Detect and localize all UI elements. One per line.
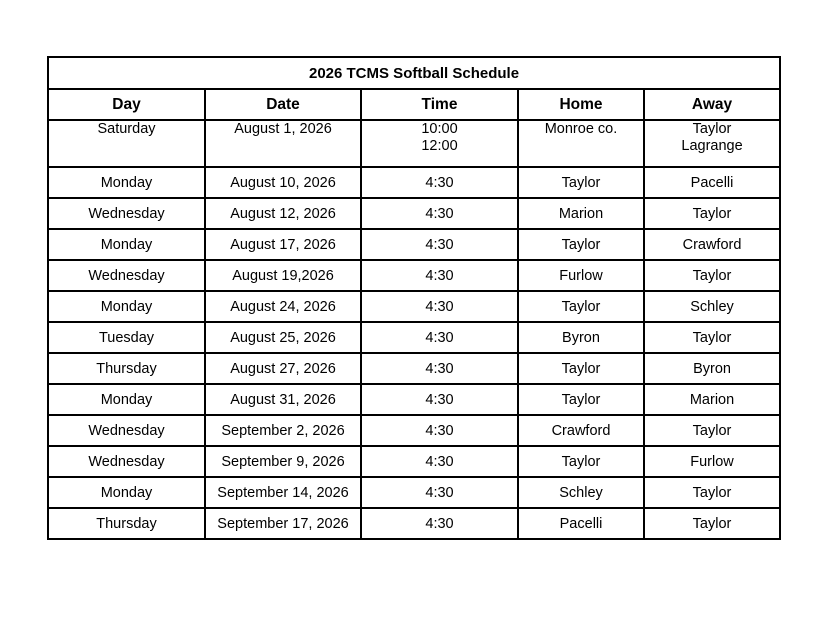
cell-date: September 2, 2026 (205, 415, 361, 446)
cell-time: 4:30 (361, 229, 518, 260)
cell-day: Wednesday (48, 446, 205, 477)
cell-day: Wednesday (48, 198, 205, 229)
cell-away: Crawford (644, 229, 780, 260)
cell-away: Taylor (644, 477, 780, 508)
table-row (48, 322, 780, 353)
cell-home: Byron (518, 322, 644, 353)
time-line: 12:00 (421, 138, 458, 154)
cell-away: Taylor (644, 260, 780, 291)
cell-date: August 17, 2026 (205, 229, 361, 260)
table-row (48, 384, 780, 415)
table-row (48, 260, 780, 291)
header-away: Away (644, 89, 780, 120)
cell-home: Schley (518, 477, 644, 508)
cell-home: Marion (518, 198, 644, 229)
cell-home: Taylor (518, 167, 644, 198)
cell-day: Thursday (48, 353, 205, 384)
table-row (48, 446, 780, 477)
cell-time: 4:30 (361, 198, 518, 229)
cell-date: August 10, 2026 (205, 167, 361, 198)
cell-date: August 19,2026 (205, 260, 361, 291)
away-line: Lagrange (681, 138, 743, 154)
header-home: Home (518, 89, 644, 120)
cell-home: Monroe co. (518, 120, 644, 167)
cell-time: 4:30 (361, 291, 518, 322)
table-row (48, 167, 780, 198)
header-row (48, 89, 780, 120)
cell-date: September 14, 2026 (205, 477, 361, 508)
cell-day: Tuesday (48, 322, 205, 353)
cell-away: Marion (644, 384, 780, 415)
cell-day: Monday (48, 384, 205, 415)
cell-away: Taylor (644, 508, 780, 539)
cell-away: Taylor (644, 322, 780, 353)
cell-day: Monday (48, 167, 205, 198)
cell-date: August 25, 2026 (205, 322, 361, 353)
cell-time: 4:30 (361, 508, 518, 539)
cell-time: 4:30 (361, 477, 518, 508)
cell-time: 4:30 (361, 322, 518, 353)
cell-home: Furlow (518, 260, 644, 291)
cell-away: Taylor (644, 415, 780, 446)
cell-day: Wednesday (48, 260, 205, 291)
cell-date: August 31, 2026 (205, 384, 361, 415)
cell-home: Pacelli (518, 508, 644, 539)
header-date: Date (205, 89, 361, 120)
cell-away (644, 120, 780, 167)
cell-time: 4:30 (361, 446, 518, 477)
header-day: Day (48, 89, 205, 120)
cell-day: Monday (48, 477, 205, 508)
cell-home: Taylor (518, 384, 644, 415)
cell-away: Pacelli (644, 167, 780, 198)
table-row (48, 198, 780, 229)
cell-day: Monday (48, 229, 205, 260)
header-time: Time (361, 89, 518, 120)
cell-away: Furlow (644, 446, 780, 477)
cell-date: August 27, 2026 (205, 353, 361, 384)
cell-home: Crawford (518, 415, 644, 446)
cell-away: Byron (644, 353, 780, 384)
cell-day: Wednesday (48, 415, 205, 446)
away-line: Taylor (692, 121, 732, 137)
cell-home: Taylor (518, 229, 644, 260)
cell-home: Taylor (518, 446, 644, 477)
cell-time: 4:30 (361, 415, 518, 446)
title-row (48, 57, 780, 89)
cell-date: August 24, 2026 (205, 291, 361, 322)
schedule-title: 2026 TCMS Softball Schedule (48, 57, 780, 89)
cell-day: Saturday (48, 120, 205, 167)
cell-time: 4:30 (361, 353, 518, 384)
table-row (48, 415, 780, 446)
table-row (48, 120, 780, 167)
time-line: 10:00 (421, 121, 458, 137)
cell-date: August 12, 2026 (205, 198, 361, 229)
table-row (48, 353, 780, 384)
schedule-table (47, 56, 781, 540)
table-row (48, 229, 780, 260)
cell-home: Taylor (518, 353, 644, 384)
cell-time: 4:30 (361, 384, 518, 415)
cell-time: 4:30 (361, 260, 518, 291)
cell-day: Monday (48, 291, 205, 322)
cell-away: Taylor (644, 198, 780, 229)
cell-home: Taylor (518, 291, 644, 322)
cell-time (361, 120, 518, 167)
table-row (48, 477, 780, 508)
cell-date: September 9, 2026 (205, 446, 361, 477)
cell-away: Schley (644, 291, 780, 322)
cell-day: Thursday (48, 508, 205, 539)
cell-date: September 17, 2026 (205, 508, 361, 539)
cell-time: 4:30 (361, 167, 518, 198)
schedule-body (48, 120, 780, 539)
cell-date: August 1, 2026 (205, 120, 361, 167)
table-row (48, 508, 780, 539)
table-row (48, 291, 780, 322)
